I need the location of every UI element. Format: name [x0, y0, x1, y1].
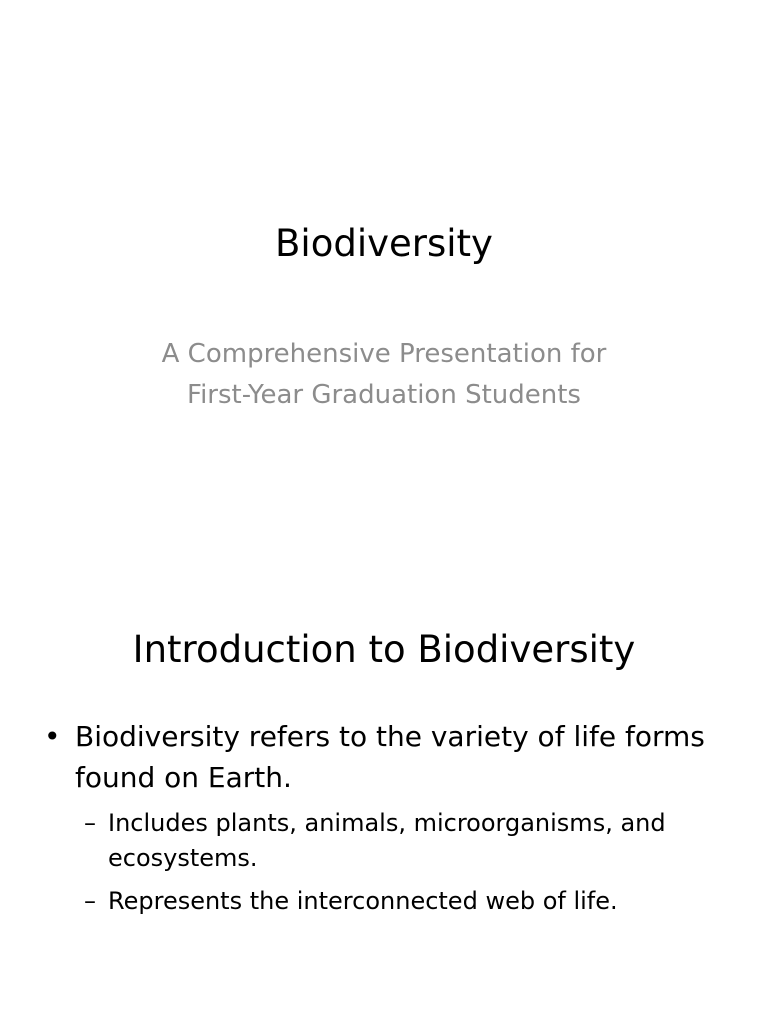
subtitle-line: First-Year Graduation Students	[187, 380, 581, 410]
sub-bullet-item	[0, 806, 768, 876]
sub-bullet-marker: –	[84, 809, 96, 837]
sub-bullet-marker: –	[84, 887, 96, 915]
bullet-item	[0, 716, 768, 798]
slide-heading: Introduction to Biodiversity	[132, 628, 636, 671]
sub-bullet-item	[0, 884, 768, 919]
sub-bullet-text: Includes plants, animals, microorganisms, and ecosystems.	[108, 809, 666, 872]
slide-subtitle	[0, 334, 768, 416]
bullet-list	[0, 716, 768, 919]
subtitle-line: A Comprehensive Presentation for	[161, 339, 607, 369]
slide-introduction	[0, 576, 768, 1024]
slide-title-heading: Biodiversity	[275, 222, 493, 265]
bullet-marker: •	[44, 720, 61, 753]
bullet-text: Biodiversity refers to the variety of life forms found on Earth.	[75, 720, 705, 794]
sub-bullet-text: Represents the interconnected web of life.	[108, 887, 618, 915]
